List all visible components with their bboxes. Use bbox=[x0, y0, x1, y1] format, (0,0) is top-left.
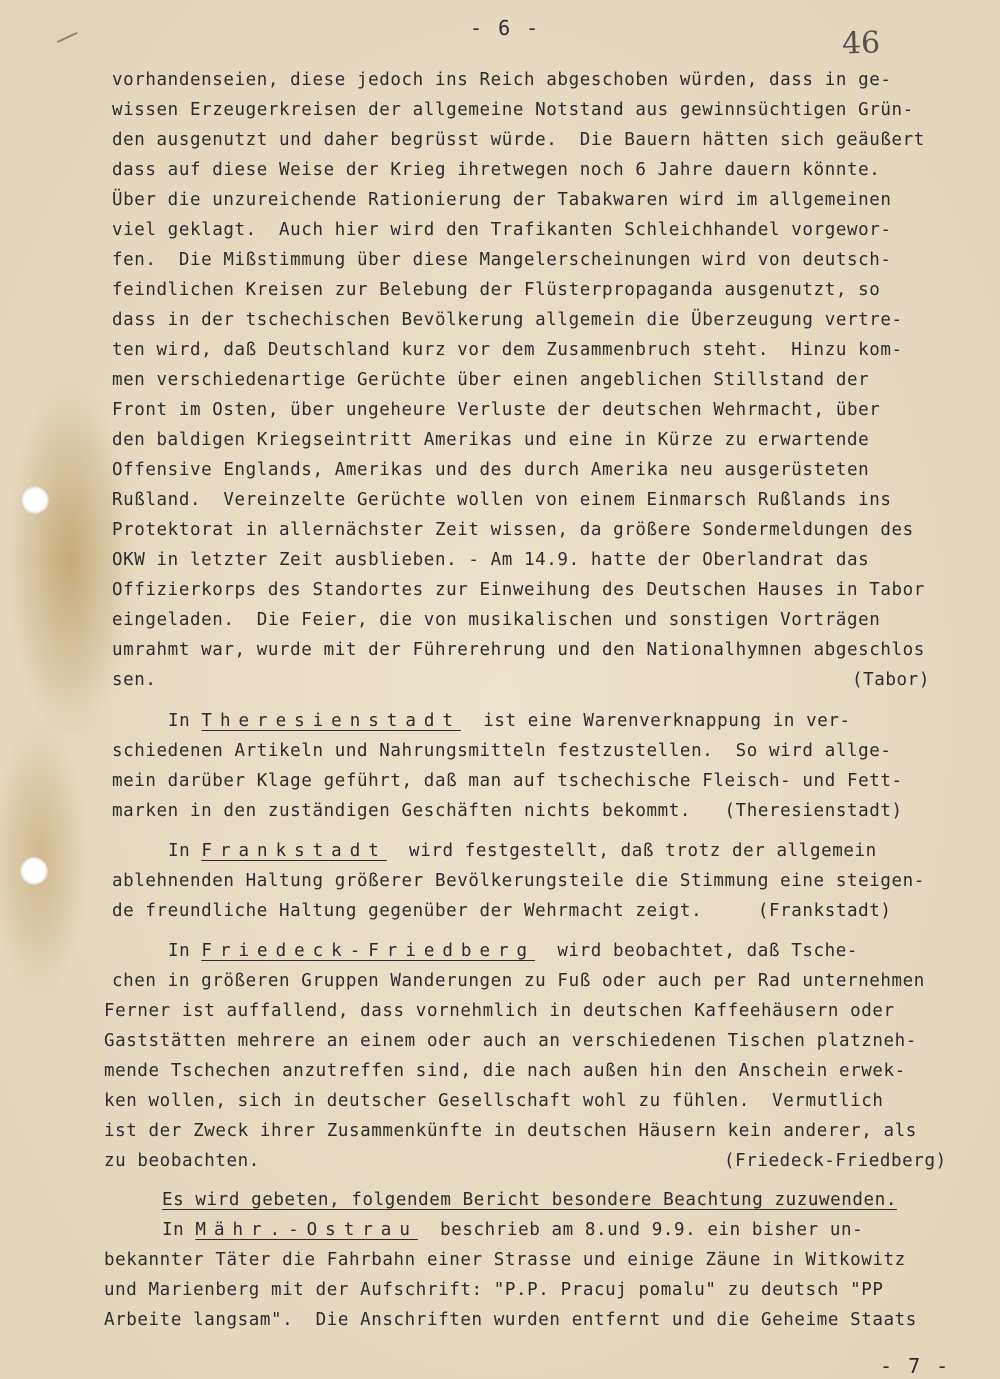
text-line: mende Tschechen anzutreffen sind, die nach außen hin den Anschein erwek- bbox=[104, 1061, 906, 1081]
text-rest: beschrieb am 8.und 9.9. ein bisher un- bbox=[417, 1220, 864, 1240]
text-line: Über die unzureichende Rationierung der Tabakwaren wird im allgemeinen bbox=[112, 190, 892, 210]
text-line: men verschiedenartige Gerüchte über einen angeblichen Stillstand der bbox=[112, 370, 870, 390]
text-line: de freundliche Haltung gegenüber der Wehrmacht zeigt. (Frankstadt) bbox=[112, 901, 892, 921]
text-line: den ausgenutzt und daher begrüsst würde. Die Bauern hätten sich geäußert bbox=[112, 130, 925, 150]
page-number: - 6 - bbox=[470, 16, 541, 40]
text-line: chen in größeren Gruppen Wanderungen zu Fuß oder auch per Rad unternehmen bbox=[112, 971, 925, 991]
text-line: Offizierkorps des Standortes zur Einweihung des Deutschen Hauses in Tabor bbox=[112, 580, 925, 600]
text-line: umrahmt war, wurde mit der Führerehrung und den Nationalhymnen abgeschlos bbox=[112, 640, 925, 660]
text-line: fen. Die Mißstimmung über diese Mangelerscheinungen wird von deutsch- bbox=[112, 250, 892, 270]
notice-line: Es wird gebeten, folgendem Bericht besondere Beachtung zuzuwenden. bbox=[162, 1190, 897, 1210]
punch-hole bbox=[20, 857, 48, 885]
text-intro: In bbox=[168, 841, 202, 861]
place-name: Friedeck-Friedberg bbox=[201, 941, 536, 961]
text-line: ablehnenden Haltung größerer Bevölkerungsteile die Stimmung eine steigen- bbox=[112, 871, 925, 891]
text-rest: wird festgestellt, daß trotz der allgemein bbox=[386, 841, 877, 861]
text-line: ken wollen, sich in deutscher Gesellschaft wohl zu fühlen. Vermutlich bbox=[104, 1091, 884, 1111]
text-intro: In bbox=[168, 711, 202, 731]
text-rest: ist eine Warenverknappung in ver- bbox=[460, 711, 851, 731]
text-line: viel geklagt. Auch hier wird den Trafikanten Schleichhandel vorgewor- bbox=[112, 220, 892, 240]
text-line: feindlichen Kreisen zur Belebung der Flüsterpropaganda ausgenutzt, so bbox=[112, 280, 881, 300]
text-line: und Marienberg mit der Aufschrift: "P.P. Pracuj pomalu" zu deutsch "PP bbox=[104, 1280, 884, 1300]
text-line: sen. bbox=[112, 670, 157, 690]
text-line: ist der Zweck ihrer Zusammenkünfte in deutschen Häusern kein anderer, als bbox=[104, 1121, 917, 1141]
text-line: schiedenen Artikeln und Nahrungsmitteln festzustellen. So wird allge- bbox=[112, 741, 892, 761]
text-line: Arbeite langsam". Die Anschriften wurden entfernt und die Geheime Staats bbox=[104, 1310, 917, 1330]
text-line: dass auf diese Weise der Krieg ihretwegen noch 6 Jahre dauern könnte. bbox=[112, 160, 881, 180]
place-name: Frankstadt bbox=[201, 841, 387, 861]
text-line: Front im Osten, über ungeheure Verluste der deutschen Wehrmacht, über bbox=[112, 400, 881, 420]
text-line: OKW in letzter Zeit ausblieben. - Am 14.9. hatte der Oberlandrat das bbox=[112, 550, 870, 570]
paragraph-theresienstadt bbox=[168, 711, 851, 731]
text-line: Offensive Englands, Amerikas und des durch Amerika neu ausgerüsteten bbox=[112, 460, 870, 480]
location-tag: (Friedeck-Friedberg) bbox=[724, 1151, 947, 1171]
paragraph-friedeck bbox=[168, 941, 858, 961]
text-line: dass in der tschechischen Bevölkerung allgemein die Überzeugung vertre- bbox=[112, 310, 903, 330]
text-line: vorhandenseien, diese jedoch ins Reich abgeschoben würden, dass in ge- bbox=[112, 70, 892, 90]
text-line: Protektorat in allernächster Zeit wissen, da größere Sondermeldungen des bbox=[112, 520, 914, 540]
text-line: bekannter Täter die Fahrbahn einer Strasse und einige Zäune in Witkowitz bbox=[104, 1250, 906, 1270]
text-intro: In bbox=[168, 941, 202, 961]
location-tag: (Tabor) bbox=[852, 670, 930, 690]
place-name: Mähr.-Ostrau bbox=[195, 1220, 418, 1240]
text-line: eingeladen. Die Feier, die von musikalischen und sonstigen Vorträgen bbox=[112, 610, 881, 630]
pencil-mark bbox=[57, 32, 81, 50]
text-line: Ferner ist auffallend, dass vornehmlich in deutschen Kaffeehäusern oder bbox=[104, 1001, 895, 1021]
archive-number: 46 bbox=[841, 25, 881, 62]
text-rest: wird beobachtet, daß Tsche- bbox=[535, 941, 859, 961]
text-line: Rußland. Vereinzelte Gerüchte wollen von einem Einmarsch Rußlands ins bbox=[112, 490, 892, 510]
text-line: zu beobachten. bbox=[104, 1151, 260, 1171]
punch-hole bbox=[21, 486, 49, 514]
text-intro: In bbox=[162, 1220, 196, 1240]
text-line: ten wird, daß Deutschland kurz vor dem Zusammenbruch steht. Hinzu kom- bbox=[112, 340, 903, 360]
next-page-number: - 7 - bbox=[880, 1354, 951, 1378]
place-name: Theresienstadt bbox=[201, 711, 461, 731]
text-line: mein darüber Klage geführt, daß man auf tschechische Fleisch- und Fett- bbox=[112, 771, 903, 791]
text-line: den baldigen Kriegseintritt Amerikas und eine in Kürze zu erwartende bbox=[112, 430, 870, 450]
paragraph-frankstadt bbox=[168, 841, 877, 861]
text-line: wissen Erzeugerkreisen der allgemeine Notstand aus gewinnsüchtigen Grün- bbox=[112, 100, 914, 120]
text-line: marken in den zuständigen Geschäften nichts bekommt. (Theresienstadt) bbox=[112, 801, 903, 821]
paragraph-ostrau bbox=[162, 1220, 863, 1240]
text-line: Gaststätten mehrere an einem oder auch an verschiedenen Tischen platzneh- bbox=[104, 1031, 917, 1051]
